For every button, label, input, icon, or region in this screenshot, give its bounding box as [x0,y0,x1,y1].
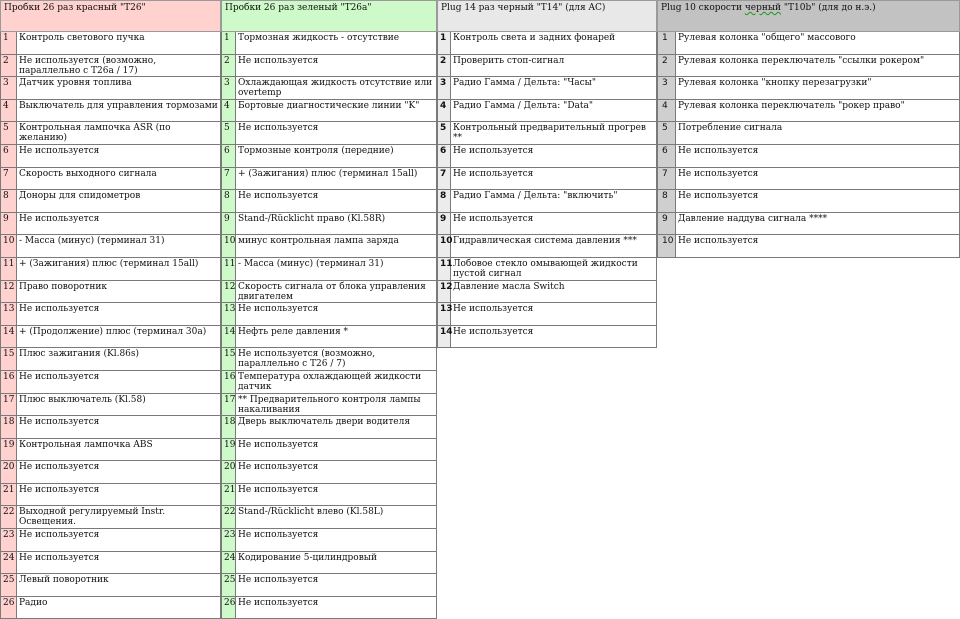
pin-description-cell[interactable]: Выходной регулируемый Instr. Освещения. [19,507,166,528]
pin-number-cell[interactable]: 25 [222,574,236,596]
table-row[interactable] [0,552,221,575]
table-row[interactable] [657,213,960,236]
pin-description-cell[interactable]: Не используется [238,575,319,586]
pin-description-cell[interactable]: Не используется [238,191,319,202]
pin-number-cell[interactable]: 10 [658,235,676,257]
table-row[interactable] [221,235,437,258]
header-part: Plug 10 скорости [661,3,745,13]
rows [221,32,437,619]
pin-description-cell[interactable]: Доноры для спидометров [19,191,141,202]
table-row[interactable] [657,100,960,123]
pin-description-cell[interactable]: Рулевая колонка переключатель "рокер право" [678,100,905,111]
pin-description-cell[interactable]: Рулевая колонка переключатель "ссылки рокером" [678,55,925,66]
table-row[interactable] [657,145,960,168]
pin-number-cell[interactable]: 4 [658,100,676,122]
pin-description-cell[interactable]: Не используется [453,145,534,156]
pin-number-cell[interactable]: 26 [1,597,17,619]
pin-description-cell[interactable]: Кодирование 5-цилиндровый [238,552,377,563]
pin-description-cell[interactable]: Не используется [19,417,100,428]
table-row[interactable] [221,371,437,394]
table-row[interactable] [221,168,437,191]
pin-description-cell[interactable]: Бортовые диагностические линии "K" [238,100,420,111]
pin-number-cell[interactable]: 5 [438,122,451,144]
pin-description-cell[interactable]: Не используется [19,371,100,382]
pin-description-cell[interactable]: Радио Гамма / Дельта: "Часы" [453,78,596,89]
table-row[interactable] [221,574,437,597]
pin-number-cell[interactable]: 7 [658,168,676,190]
table-row[interactable] [437,213,657,236]
table-row[interactable] [0,190,221,213]
pin-number-cell[interactable]: 5 [222,122,236,144]
pin-number-cell[interactable]: 2 [1,55,17,77]
column-t26-red [0,0,221,619]
table-row[interactable] [221,213,437,236]
pin-number-cell[interactable]: 10 [222,235,236,257]
rows [657,32,960,258]
pin-description-cell[interactable]: Радио Гамма / Дельта: "Data" [453,100,594,111]
table-row[interactable] [437,100,657,123]
pin-number-cell[interactable]: 18 [222,416,236,438]
pin-description-cell[interactable]: Плюс выключатель (Kl.58) [19,394,146,405]
pin-number-cell[interactable]: 1 [438,32,451,54]
pin-description-cell[interactable]: Не используется [19,462,100,473]
pin-number-cell[interactable]: 22 [1,506,17,528]
table-row[interactable] [437,32,657,55]
column-header[interactable] [657,0,960,32]
pin-description-cell[interactable]: Контроль света и задних фонарей [453,33,616,43]
pin-description-cell[interactable]: Не используется [238,439,319,450]
pin-number-cell[interactable]: 8 [438,190,451,212]
pin-number-cell[interactable]: 2 [438,55,451,77]
pin-description-cell[interactable]: Право поворотник [19,281,108,292]
pin-number-cell[interactable]: 4 [438,100,451,122]
rows [0,32,221,619]
table-row[interactable] [657,190,960,213]
pin-description-cell[interactable]: Гидравлическая система давления *** [453,236,637,247]
pin-number-cell[interactable]: 14 [222,326,236,348]
table-row[interactable] [0,597,221,619]
header-part: "T10b" (для до н.э.) [781,3,876,13]
table-row[interactable] [0,416,221,439]
pin-number-cell[interactable]: 10 [1,235,17,257]
table-row[interactable] [0,122,221,145]
pin-number-cell[interactable]: 14 [1,326,17,348]
table-row[interactable] [0,145,221,168]
pin-description-cell[interactable]: Радио Гамма / Дельта: "включить" [453,191,618,202]
table-row[interactable] [221,348,437,371]
column-t26a-green [221,0,437,619]
pin-description-cell[interactable]: + (Зажигания) плюс (терминал 15all) [19,258,199,269]
table-row[interactable] [221,55,437,78]
pin-number-cell[interactable]: 6 [438,145,451,167]
pin-number-cell[interactable]: 12 [222,281,236,303]
pin-description-cell[interactable]: + (Зажигания) плюс (терминал 15all) [238,168,418,179]
table-row[interactable] [221,439,437,462]
table-row[interactable] [437,303,657,326]
pin-number-cell[interactable]: 7 [1,168,17,190]
pin-number-cell[interactable]: 2 [658,55,676,77]
pin-description-cell[interactable]: Скорость сигнала от блока управления двигателем [238,281,426,302]
pin-description-cell[interactable]: Не используется [678,168,759,179]
table-row[interactable] [221,461,437,484]
table-row[interactable] [221,394,437,417]
pin-number-cell[interactable]: 23 [222,529,236,551]
pin-number-cell[interactable]: 4 [1,100,17,122]
pin-description-cell[interactable]: Дверь выключатель двери водителя [238,417,411,428]
table-row[interactable] [221,326,437,349]
table-row[interactable] [657,122,960,145]
pin-description-cell[interactable]: Не используется [238,55,319,66]
pin-number-cell[interactable]: 9 [658,213,676,235]
pin-number-cell[interactable]: 1 [658,32,676,54]
table-row[interactable] [657,77,960,100]
pin-number-cell[interactable]: 7 [222,168,236,190]
pin-number-cell[interactable]: 13 [222,303,236,325]
pin-description-cell[interactable]: Контрольная лампочка ABS [19,439,153,450]
table-row[interactable] [221,100,437,123]
pin-description-cell[interactable]: ** Предварительного контроля лампы накаливания [238,394,421,415]
table-row[interactable] [221,416,437,439]
pin-description-cell[interactable]: Не используется (возможно, параллельно с Т26 / 7) [238,349,376,370]
pin-description-cell[interactable]: Контроль светового пучка [19,33,145,43]
pin-number-cell[interactable]: 12 [1,281,17,303]
table-row[interactable] [0,484,221,507]
pin-description-cell[interactable]: Stand-/Rücklicht право (Kl.58R) [238,213,386,224]
pin-number-cell[interactable]: 15 [1,348,17,370]
pin-description-cell[interactable]: Не используется [678,145,759,156]
pin-number-cell[interactable]: 1 [1,32,17,54]
pin-description-cell[interactable]: Stand-/Rücklicht влево (Kl.58L) [238,507,384,518]
pin-number-cell[interactable]: 15 [222,348,236,370]
table-row[interactable] [0,574,221,597]
pin-description-cell[interactable]: + (Продолжение) плюс (терминал 30a) [19,326,207,337]
pin-number-cell[interactable]: 5 [1,122,17,144]
pin-number-cell[interactable]: 9 [1,213,17,235]
pin-number-cell[interactable]: 26 [222,597,236,619]
table-row[interactable] [221,484,437,507]
pin-number-cell[interactable]: 5 [658,122,676,144]
table-row[interactable] [437,55,657,78]
pin-description-cell[interactable]: Контрольная лампочка ASR (по желанию) [19,123,171,144]
table-row[interactable] [0,303,221,326]
pin-number-cell[interactable]: 23 [1,529,17,551]
pin-description-cell[interactable]: - Масса (минус) (терминал 31) [238,258,384,269]
pin-number-cell[interactable]: 3 [658,77,676,99]
pin-description-cell[interactable]: Тормозные контроля (передние) [238,145,394,156]
table-row[interactable] [0,461,221,484]
table-row[interactable] [0,529,221,552]
pin-description-cell[interactable]: Давление наддува сигнала **** [678,213,828,224]
pin-number-cell[interactable]: 7 [438,168,451,190]
table-row[interactable] [221,529,437,552]
pin-description-cell[interactable]: Температура охлаждающей жидкости датчик [238,371,422,392]
pin-description-cell[interactable]: Тормозная жидкость - отсутствие [238,33,400,43]
pin-description-cell[interactable]: Не используется [453,304,534,315]
table-row[interactable] [221,552,437,575]
pin-number-cell[interactable]: 9 [222,213,236,235]
pin-description-cell[interactable]: Не используется [238,304,319,315]
pin-description-cell[interactable]: Плюс зажигания (Kl.86s) [19,349,140,360]
pin-description-cell[interactable]: Не используется [238,462,319,473]
table-row[interactable] [221,122,437,145]
pin-number-cell[interactable]: 19 [222,439,236,461]
pin-number-cell[interactable]: 11 [222,258,236,280]
pin-description-cell[interactable]: Не используется [238,530,319,541]
table-row[interactable] [0,32,221,55]
table-row[interactable] [221,303,437,326]
pin-description-cell[interactable]: Не используется [19,552,100,563]
table-row[interactable] [0,371,221,394]
table-row[interactable] [0,394,221,417]
pin-number-cell[interactable]: 24 [1,552,17,574]
pin-number-cell[interactable]: 13 [438,303,451,325]
pin-description-cell[interactable]: Не используется [19,145,100,156]
pin-number-cell[interactable]: 17 [222,394,236,416]
table-row[interactable] [0,55,221,78]
table-row[interactable] [0,281,221,304]
table-row[interactable] [437,326,657,349]
pin-description-cell[interactable]: Не используется [238,123,319,134]
pin-number-cell[interactable]: 4 [222,100,236,122]
pin-description-cell[interactable]: Охлаждающая жидкость отсутствие или overtemp [238,78,433,99]
pin-number-cell[interactable]: 3 [438,77,451,99]
table-row[interactable] [221,145,437,168]
pin-description-cell[interactable]: Выключатель для управления тормозами [19,100,218,111]
pin-description-cell[interactable]: Не используется [19,304,100,315]
column-header[interactable]: Plug 14 раз черный "T14" (для AC) [437,0,657,32]
table-row[interactable] [437,258,657,281]
pin-number-cell[interactable]: 13 [1,303,17,325]
table-row[interactable] [221,190,437,213]
pin-number-cell[interactable]: 22 [222,506,236,528]
pin-description-cell[interactable]: Датчик уровня топлива [19,78,132,89]
pin-number-cell[interactable]: 6 [1,145,17,167]
pin-number-cell[interactable]: 16 [1,371,17,393]
column-t14-black [437,0,657,348]
header-misspelled-word: черный [744,3,782,13]
pin-description-cell[interactable]: Не используется [453,326,534,337]
pin-description-cell[interactable]: Не используется [19,530,100,541]
pin-description-cell[interactable]: Левый поворотник [19,575,109,586]
table-row[interactable] [657,32,960,55]
pin-number-cell[interactable]: 14 [438,326,451,348]
table-row[interactable] [437,190,657,213]
pin-description-cell[interactable]: Нефть реле давления * [238,326,349,337]
pin-number-cell[interactable]: 20 [1,461,17,483]
column-header[interactable]: Пробки 26 раз зеленый "T26a" [221,0,437,32]
pin-number-cell[interactable]: 6 [222,145,236,167]
pin-description-cell[interactable]: Проверить стоп-сигнал [453,55,565,66]
table-row[interactable] [437,168,657,191]
table-row[interactable] [0,168,221,191]
pin-number-cell[interactable]: 21 [222,484,236,506]
pin-description-cell[interactable]: Рулевая колонка "общего" массового [678,33,856,43]
table-row[interactable] [0,506,221,529]
pin-number-cell[interactable]: 2 [222,55,236,77]
table-row[interactable] [657,55,960,78]
pin-number-cell[interactable]: 24 [222,552,236,574]
pin-number-cell[interactable]: 1 [222,32,236,54]
table-row[interactable] [221,32,437,55]
pin-number-cell[interactable]: 16 [222,371,236,393]
pin-description-cell[interactable]: - Масса (минус) (терминал 31) [19,236,165,247]
pin-number-cell[interactable]: 3 [222,77,236,99]
pin-description-cell[interactable]: Потребление сигнала [678,123,783,134]
pin-number-cell[interactable]: 21 [1,484,17,506]
pin-description-cell[interactable]: Радио [19,597,48,608]
pin-number-cell[interactable]: 8 [658,190,676,212]
pin-description-cell[interactable]: Контрольный предварительный прогрев ** [453,123,646,144]
pin-description-cell[interactable]: минус контрольная лампа заряда [238,236,399,247]
pin-description-cell[interactable]: Не используется [238,597,319,608]
pin-number-cell[interactable]: 3 [1,77,17,99]
table-row[interactable] [221,597,437,619]
pin-description-cell[interactable]: Скорость выходного сигнала [19,168,157,179]
pin-description-cell[interactable]: Не используется (возможно, параллельно с Т26а / 17) [19,55,157,76]
pin-number-cell[interactable]: 12 [438,281,451,303]
column-t10b-black [657,0,960,258]
table-row[interactable] [437,145,657,168]
pin-number-cell[interactable]: 17 [1,394,17,416]
table-row[interactable] [221,506,437,529]
pin-description-cell[interactable]: Не используется [453,168,534,179]
pin-description-cell[interactable]: Не используется [678,236,759,247]
table-row[interactable] [0,439,221,462]
table-row[interactable] [657,235,960,258]
table-row[interactable] [0,348,221,371]
pin-number-cell[interactable]: 19 [1,439,17,461]
table-row[interactable] [437,235,657,258]
table-row[interactable] [221,281,437,304]
pin-description-cell[interactable]: Лобовое стекло омывающей жидкости пустой сигнал [453,258,638,279]
pin-number-cell[interactable]: 11 [438,258,451,280]
table-row[interactable] [0,213,221,236]
table-row[interactable] [0,326,221,349]
pin-number-cell[interactable]: 20 [222,461,236,483]
table-row[interactable] [437,281,657,304]
pin-description-cell[interactable]: Рулевая колонка "кнопку перезагрузки" [678,78,872,89]
pin-description-cell[interactable]: Не используется [453,213,534,224]
pin-number-cell[interactable]: 8 [222,190,236,212]
pin-number-cell[interactable]: 10 [438,235,451,257]
pin-description-cell[interactable]: Не используется [19,213,100,224]
table-row[interactable] [437,77,657,100]
pin-number-cell[interactable]: 25 [1,574,17,596]
pin-number-cell[interactable]: 11 [1,258,17,280]
pin-description-cell[interactable]: Не используется [678,191,759,202]
pin-description-cell[interactable]: Давление масла Switch [453,281,565,292]
table-row[interactable] [0,100,221,123]
table-row[interactable] [437,122,657,145]
pin-number-cell[interactable]: 6 [658,145,676,167]
pin-description-cell[interactable]: Не используется [238,484,319,495]
table-row[interactable] [0,77,221,100]
pin-number-cell[interactable]: 8 [1,190,17,212]
column-header[interactable]: Пробки 26 раз красный "T26" [0,0,221,32]
table-row[interactable] [657,168,960,191]
table-row[interactable] [221,258,437,281]
pin-number-cell[interactable]: 9 [438,213,451,235]
pin-description-cell[interactable]: Не используется [19,484,100,495]
table-row[interactable] [0,235,221,258]
rows [437,32,657,348]
table-row[interactable] [0,258,221,281]
table-row[interactable] [221,77,437,100]
pin-number-cell[interactable]: 18 [1,416,17,438]
